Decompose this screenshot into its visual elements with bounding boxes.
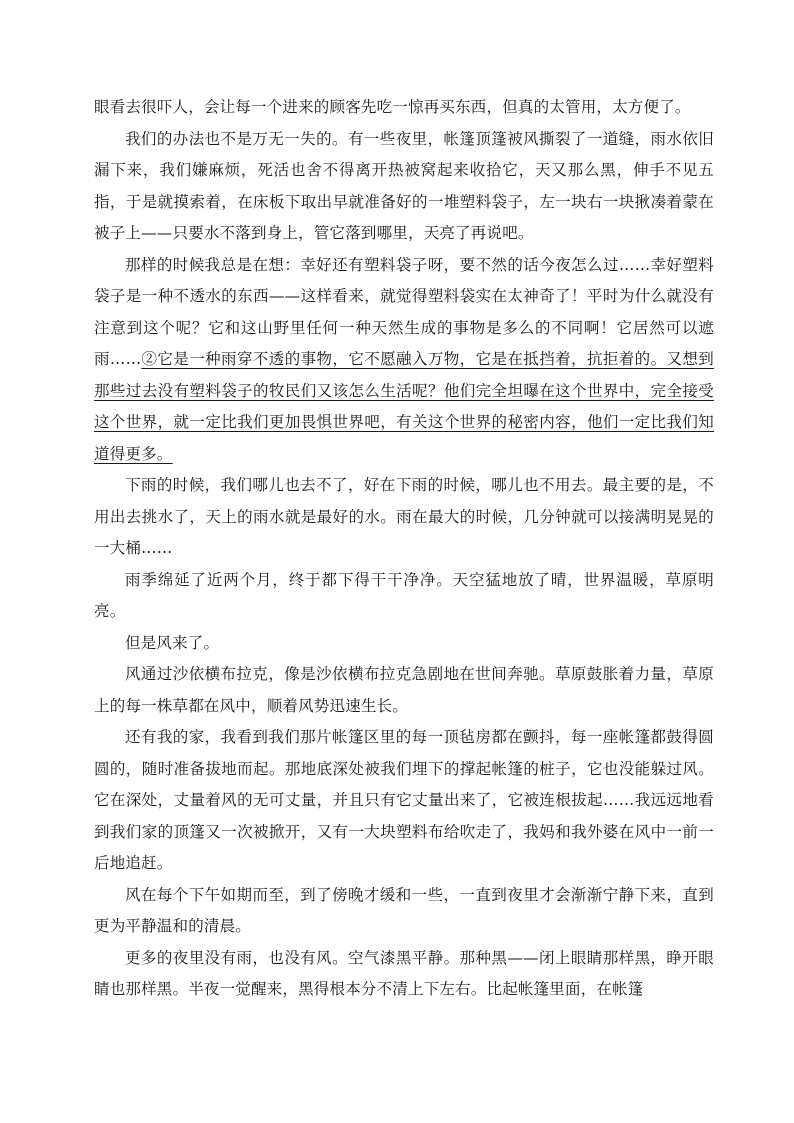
paragraph-5: 雨季绵延了近两个月，终于都下得干干净净。天空猛地放了晴，世界温暖，草原明亮。 (94, 570, 714, 620)
paragraph-8: 还有我的家，我看到我们那片帐篷区里的每一顶毡房都在颤抖，每一座帐篷都鼓得圆圆的，随时准备拔地而起。那地底深处被我们埋下的撑起帐篷的桩子，它也没能躲过风。它在深处，丈量着风的无可丈量，并且只有它丈量出来了，它被连根拔起……我远远地看到我们家的顶篷又一次被掀开，又有一大块塑料布给吹走了，我妈和我外婆在风中一前一后地追赶。 (94, 728, 714, 872)
paragraph-4: 下雨的时候，我们哪儿也去不了，好在下雨的时候，哪儿也不用去。最主要的是，不用出去挑水了，天上的雨水就是最好的水。雨在最大的时候，几分钟就可以接满明晃晃的一大桶…… (94, 476, 714, 557)
paragraph-7: 风通过沙依横布拉克，像是沙依横布拉克急剧地在世间奔驰。草原鼓胀着力量，草原上的每一株草都在风中，顺着风势迅速生长。 (94, 665, 714, 715)
underlined-passage: ②它是一种雨穿不透的事物，它不愿融入万物，它是在抵挡着，抗拒着的。又想到那些过去没有塑料袋子的牧民们又该怎么生活呢？他们完全坦曝在这个世界中，完全接受这个世界，就一定比我们更加畏惧世界吧，有关这个世界的秘密内容，他们一定比我们知道得更多。 (94, 350, 714, 463)
paragraph-6: 但是风来了。 (125, 633, 220, 652)
paragraph-2: 我们的办法也不是万无一失的。有一些夜里，帐篷顶篷被风撕裂了一道缝，雨水依旧漏下来，我们嫌麻烦，死活也舍不得离开热被窝起来收拾它，天又那么黑，伸手不见五指，于是就摸索着，在床板下取出早就准备好的一堆塑料袋子，左一块右一块揪凑着蒙在被子上——只要水不落到身上，管它落到哪里，天亮了再说吧。 (94, 129, 714, 242)
paragraph-1: 眼看去很吓人，会让每一个进来的顾客先吃一惊再买东西，但真的太管用，太方便了。 (94, 98, 691, 116)
paragraph-3 (94, 250, 714, 471)
document-page (94, 92, 714, 1006)
paragraph-3-text: 那样的时候我总是在想：幸好还有塑料袋子呀，要不然的话今夜怎么过……幸好塑料袋子是一种不透水的东西——这样看来，就觉得塑料袋实在太神奇了！平时为什么就没有注意到这个呢？它和这山野里任何一种天然生成的事物是多么的不同啊！它居然可以遮雨…… (94, 255, 714, 368)
paragraph-10: 更多的夜里没有雨，也没有风。空气漆黑平静。那种黑——闭上眼睛那样黑，睁开眼睛也那样黑。半夜一觉醒来，黑得根本分不清上下左右。比起帐篷里面，在帐篷 (94, 948, 714, 998)
paragraph-9: 风在每个下午如期而至，到了傍晚才缓和一些，一直到夜里才会渐渐宁静下来，直到更为平静温和的清晨。 (94, 885, 714, 935)
